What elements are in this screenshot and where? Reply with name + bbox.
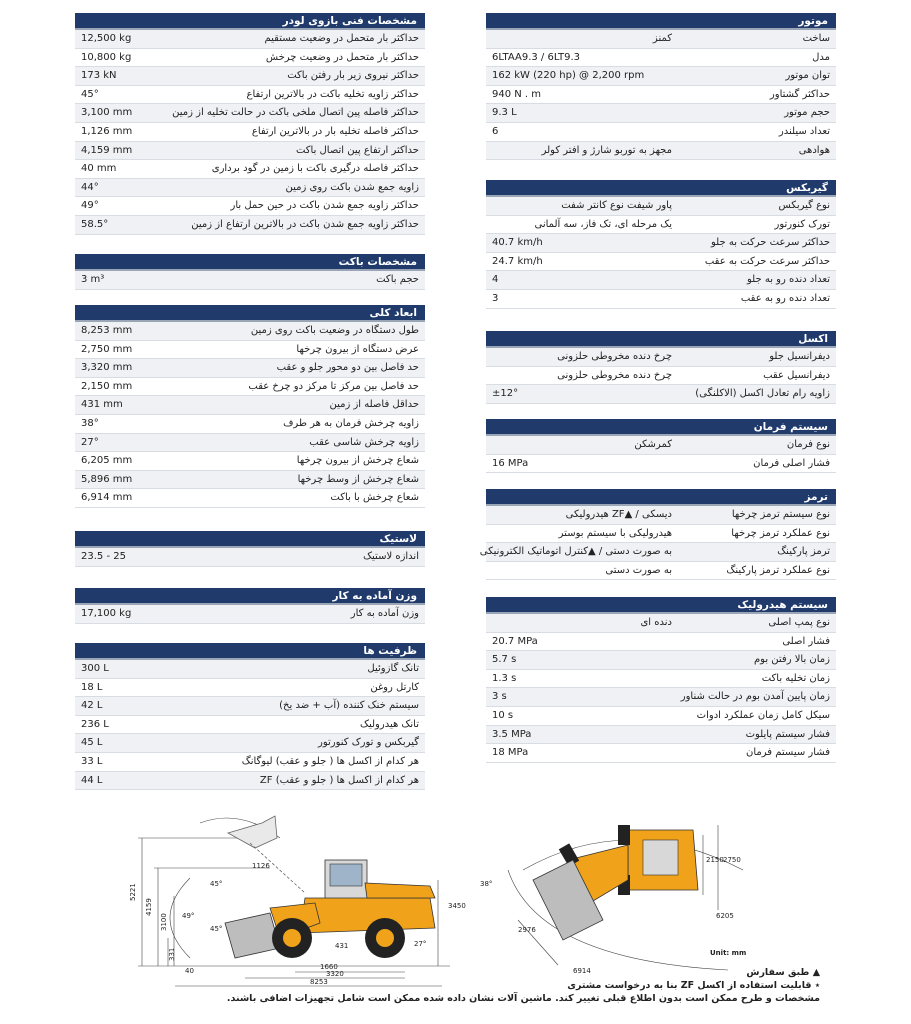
spec-label: حداکثر زاویه جمع شدن باکت در حین حمل بار bbox=[230, 200, 419, 212]
spec-label: فشار سیستم پایلوت bbox=[745, 728, 830, 740]
spec-row bbox=[75, 197, 425, 216]
spec-row bbox=[75, 716, 425, 735]
spec-label: حجم باکت bbox=[376, 274, 419, 285]
section-title: مشخصات باکت bbox=[75, 254, 425, 271]
dim-label: 45° bbox=[210, 925, 223, 933]
spec-row bbox=[486, 436, 836, 455]
spec-row bbox=[75, 753, 425, 772]
spec-value: 173 kN bbox=[81, 70, 117, 82]
spec-label: هوادهی bbox=[798, 144, 830, 156]
dim-label: 331 bbox=[168, 947, 176, 961]
footnotes bbox=[120, 966, 820, 1005]
spec-row bbox=[75, 434, 425, 453]
spec-row bbox=[75, 142, 425, 161]
dim-label: 3100 bbox=[160, 913, 168, 931]
spec-value: 40.7 km/h bbox=[492, 237, 543, 249]
spec-row bbox=[486, 525, 836, 544]
spec-row bbox=[75, 660, 425, 679]
spec-value: 45 L bbox=[81, 737, 103, 749]
spec-row bbox=[486, 385, 836, 404]
spec-row bbox=[486, 688, 836, 707]
spec-value: پاور شیفت نوع کانتر شفت bbox=[561, 200, 672, 211]
spec-value: 236 L bbox=[81, 718, 109, 730]
spec-label: شعاع چرخش با باکت bbox=[330, 492, 419, 504]
spec-label: نوع عملکرد ترمز پارکینگ bbox=[726, 564, 830, 576]
spec-row bbox=[75, 772, 425, 791]
spec-value: 12,500 kg bbox=[81, 33, 132, 44]
spec-label: نوع فرمان bbox=[786, 439, 830, 450]
disclaimer-note: مشخصات و طرح ممکن است بدون اطلاع قبلی تغییر کند. ماشین آلات نشان داده شده ممکن است شامل تجهیزات اضافی باشند. bbox=[226, 993, 820, 1004]
spec-value: 18 L bbox=[81, 681, 103, 693]
section-title: وزن آماده به کار bbox=[75, 588, 425, 605]
spec-label: حد فاصل بین مرکز تا مرکز دو چرخ عقب bbox=[248, 380, 419, 392]
spec-row bbox=[75, 378, 425, 397]
spec-value: 40 mm bbox=[81, 163, 117, 175]
spec-rows bbox=[75, 605, 425, 624]
spec-label: مدل bbox=[812, 51, 830, 63]
spec-value: 3 bbox=[492, 292, 499, 304]
spec-row bbox=[486, 253, 836, 272]
spec-row bbox=[486, 707, 836, 726]
spec-label: زمان بالا رفتن بوم bbox=[753, 654, 830, 666]
spec-label: حداکثر نیروی زیر بار رفتن باکت bbox=[287, 70, 419, 82]
spec-value: 1,126 mm bbox=[81, 125, 133, 137]
spec-value: دیسکی / ▲ZF هیدرولیکی bbox=[565, 509, 672, 520]
spec-label: تعداد دنده رو به جلو bbox=[747, 274, 830, 286]
spec-value: 3.5 MPa bbox=[492, 728, 532, 740]
spec-label: زمان پایین آمدن بوم در حالت شناور bbox=[680, 691, 830, 703]
spec-label: زاویه جمع شدن باکت روی زمین bbox=[285, 181, 419, 193]
dim-label: 2750 bbox=[723, 856, 741, 864]
spec-row bbox=[75, 123, 425, 142]
spec-value: 23.5 - 25 bbox=[81, 551, 126, 562]
spec-label: تورک کنورتور bbox=[774, 218, 830, 230]
spec-label: توان موتور bbox=[785, 70, 830, 82]
spec-row bbox=[75, 471, 425, 490]
spec-rows bbox=[75, 271, 425, 290]
section-title: گیربکس bbox=[486, 180, 836, 197]
spec-row bbox=[75, 49, 425, 68]
spec-row bbox=[75, 359, 425, 378]
spec-label: نوع گیربکس bbox=[778, 200, 830, 211]
side-view-diagram bbox=[130, 798, 475, 990]
gearbox-specs bbox=[486, 180, 836, 309]
spec-label: تانک هیدرولیک bbox=[360, 718, 419, 730]
spec-row bbox=[486, 86, 836, 105]
steering-specs bbox=[486, 419, 836, 473]
spec-label: حداقل فاصله از زمین bbox=[329, 399, 419, 411]
spec-row bbox=[75, 30, 425, 49]
spec-label: نوع عملکرد ترمز چرخها bbox=[731, 527, 830, 539]
spec-value: 49° bbox=[81, 200, 99, 212]
spec-value: 162 kW (220 hp) @ 2,200 rpm bbox=[492, 70, 645, 82]
spec-value: 8,253 mm bbox=[81, 325, 133, 336]
order-note: ▲ طبق سفارش bbox=[746, 967, 820, 978]
spec-row bbox=[486, 271, 836, 290]
dim-label: 1126 bbox=[252, 862, 270, 870]
spec-value: یک مرحله ای، تک فاز، سه آلمانی bbox=[534, 218, 672, 230]
spec-row bbox=[486, 633, 836, 652]
spec-row bbox=[486, 670, 836, 689]
spec-row bbox=[486, 234, 836, 253]
loader-arm-specs bbox=[75, 13, 425, 235]
axle-specs bbox=[486, 331, 836, 404]
spec-value: 44 L bbox=[81, 774, 103, 786]
spec-value: 1.3 s bbox=[492, 672, 517, 684]
units-label: Unit: mm bbox=[710, 949, 747, 957]
spec-label: حداکثر زاویه جمع شدن باکت در بالاترین ارتفاع از زمین bbox=[191, 218, 419, 230]
spec-row bbox=[75, 341, 425, 360]
top-view-diagram bbox=[478, 820, 778, 978]
spec-value: 300 L bbox=[81, 663, 109, 674]
engine-specs bbox=[486, 13, 836, 160]
spec-row bbox=[75, 679, 425, 698]
spec-label: حداکثر گشتاور bbox=[769, 88, 830, 100]
spec-value: 940 N . m bbox=[492, 88, 542, 100]
section-title: ظرفیت ها bbox=[75, 643, 425, 660]
operating-weight bbox=[75, 588, 425, 624]
spec-value: چرخ دنده مخروطی حلزونی bbox=[557, 351, 672, 362]
spec-value: به صورت دستی / ▲کنترل اتوماتیک الکترونیکی bbox=[479, 546, 672, 558]
spec-value: 16 MPa bbox=[492, 457, 529, 469]
spec-row bbox=[75, 548, 425, 567]
dim-label: 6205 bbox=[716, 912, 734, 920]
bucket-specs bbox=[75, 254, 425, 290]
spec-value: 44° bbox=[81, 181, 99, 193]
spec-rows bbox=[75, 548, 425, 567]
spec-label: حجم موتور bbox=[784, 107, 830, 119]
spec-label: زاویه چرخش فرمان به هر طرف bbox=[283, 417, 419, 429]
spec-value: مجهز به توربو شارژ و افتر کولر bbox=[541, 144, 672, 156]
spec-label: وزن آماده به کار bbox=[350, 608, 419, 619]
overall-dimensions bbox=[75, 305, 425, 508]
spec-row bbox=[486, 104, 836, 123]
section-title: مشخصات فنی بازوی لودر bbox=[75, 13, 425, 30]
spec-value: 17,100 kg bbox=[81, 608, 132, 619]
spec-row bbox=[486, 49, 836, 68]
spec-row bbox=[486, 726, 836, 745]
spec-rows bbox=[75, 322, 425, 508]
spec-label: حداکثر بار متحمل در وضعیت چرخش bbox=[265, 51, 419, 63]
spec-label: حداکثر فاصله تخلیه بار در بالاترین ارتفاع bbox=[251, 125, 419, 137]
spec-label: حداکثر زاویه تخلیه باکت در بالاترین ارتفاع bbox=[246, 88, 419, 100]
spec-label: فشار سیستم فرمان bbox=[746, 747, 830, 759]
spec-row bbox=[486, 216, 836, 235]
spec-label: زاویه رام تعادل اکسل (الاکلنگی) bbox=[695, 388, 830, 400]
spec-value: 58.5° bbox=[81, 218, 109, 230]
spec-value: 33 L bbox=[81, 755, 103, 767]
dim-label: 431 bbox=[335, 942, 349, 950]
spec-value: 3,100 mm bbox=[81, 107, 133, 119]
spec-row bbox=[486, 614, 836, 633]
section-title: موتور bbox=[486, 13, 836, 30]
spec-label: هر کدام از اکسل ها ( جلو و عقب) لیوگانگ bbox=[241, 755, 419, 767]
spec-label: طول دستگاه در وضعیت باکت روی زمین bbox=[250, 325, 419, 336]
spec-row bbox=[75, 734, 425, 753]
spec-row bbox=[75, 104, 425, 123]
zf-note: ٭ قابلیت استفاده از اکسل ZF بنا به درخواست مشتری bbox=[567, 980, 820, 991]
spec-row bbox=[479, 543, 836, 562]
spec-value: 5.7 s bbox=[492, 654, 517, 666]
capacities bbox=[75, 643, 425, 790]
spec-label: نوع سیستم ترمز چرخها bbox=[731, 509, 830, 520]
spec-value: 10 s bbox=[492, 709, 514, 721]
spec-row bbox=[75, 86, 425, 105]
section-title: اکسل bbox=[486, 331, 836, 348]
spec-value: 45° bbox=[81, 88, 99, 100]
spec-label: هر کدام از اکسل ها ( جلو و عقب) ZF bbox=[259, 774, 419, 786]
spec-row bbox=[486, 348, 836, 367]
section-title: سیستم فرمان bbox=[486, 419, 836, 436]
spec-value: 20.7 MPa bbox=[492, 635, 538, 647]
dim-label: 3320 bbox=[326, 970, 344, 978]
spec-value: 6LTAA9.3 / 6LT9.3 bbox=[492, 51, 581, 63]
spec-row bbox=[486, 455, 836, 474]
dim-label: 49° bbox=[182, 912, 195, 920]
dim-label: 27° bbox=[414, 940, 427, 948]
spec-label: سیکل کامل زمان عملکرد ادوات bbox=[696, 709, 830, 721]
spec-row bbox=[75, 271, 425, 290]
spec-value: 4 bbox=[492, 274, 499, 286]
spec-rows bbox=[479, 506, 836, 580]
tire-specs bbox=[75, 531, 425, 567]
spec-row bbox=[75, 216, 425, 235]
spec-label: شعاع چرخش از بیرون چرخها bbox=[296, 455, 419, 467]
spec-label: حداکثر سرعت حرکت به جلو bbox=[711, 237, 830, 249]
dim-label: 38° bbox=[480, 880, 493, 888]
hydraulic-specs bbox=[486, 597, 836, 763]
spec-label: سیستم خنک کننده (آب + ضد یخ) bbox=[279, 700, 419, 712]
spec-value: دنده ای bbox=[640, 617, 672, 628]
spec-value: 2,150 mm bbox=[81, 380, 133, 392]
spec-value: 2,750 mm bbox=[81, 343, 133, 355]
spec-rows bbox=[75, 30, 425, 235]
dim-label: 8253 bbox=[310, 978, 328, 986]
spec-value: 18 MPa bbox=[492, 747, 529, 759]
dim-label: 2150 bbox=[706, 856, 724, 864]
spec-label: تانک گازوئیل bbox=[367, 663, 419, 674]
spec-row bbox=[75, 179, 425, 198]
spec-label: اندازه لاستیک bbox=[363, 551, 419, 562]
spec-label: دیفرانسیل عقب bbox=[763, 369, 830, 381]
dim-label: 6914 bbox=[573, 967, 591, 975]
spec-value: کمنز bbox=[652, 33, 672, 44]
spec-label: حد فاصل بین دو محور جلو و عقب bbox=[276, 362, 419, 374]
spec-value: 6,914 mm bbox=[81, 492, 133, 504]
spec-label: فشار اصلی bbox=[782, 635, 830, 647]
spec-row bbox=[486, 142, 836, 161]
spec-value: 9.3 L bbox=[492, 107, 517, 119]
spec-row bbox=[75, 322, 425, 341]
spec-label: حداکثر فاصله پین اتصال ملخی باکت در حالت تخلیه از زمین bbox=[172, 107, 419, 119]
spec-row bbox=[75, 415, 425, 434]
spec-value: 3,320 mm bbox=[81, 362, 133, 374]
spec-row bbox=[486, 67, 836, 86]
spec-row bbox=[75, 605, 425, 624]
spec-value: 6,205 mm bbox=[81, 455, 133, 467]
spec-value: هیدرولیکی با سیستم بوستر bbox=[558, 527, 672, 539]
spec-label: حداکثر بار متحمل در وضعیت مستقیم bbox=[264, 33, 419, 44]
spec-row bbox=[486, 290, 836, 309]
spec-value: چرخ دنده مخروطی حلزونی bbox=[557, 369, 672, 381]
dim-label: 5221 bbox=[129, 883, 137, 901]
spec-label: شعاع چرخش از وسط چرخها bbox=[297, 473, 419, 485]
spec-label: تعداد دنده رو به عقب bbox=[740, 292, 830, 304]
spec-label: ساخت bbox=[802, 33, 830, 44]
spec-row bbox=[486, 197, 836, 216]
spec-row bbox=[75, 452, 425, 471]
spec-value: 6 bbox=[492, 125, 499, 137]
spec-value: 27° bbox=[81, 436, 99, 448]
spec-value: به صورت دستی bbox=[605, 564, 672, 576]
spec-value: 24.7 km/h bbox=[492, 255, 543, 267]
spec-label: کارتل روغن bbox=[370, 681, 419, 693]
spec-label: زمان تخلیه باکت bbox=[761, 672, 830, 684]
dim-label: 2976 bbox=[518, 926, 536, 934]
spec-value: ±12° bbox=[492, 388, 519, 400]
spec-row bbox=[486, 744, 836, 763]
spec-row bbox=[486, 30, 836, 49]
spec-value: 10,800 kg bbox=[81, 51, 132, 63]
spec-row bbox=[486, 367, 836, 386]
brake-specs bbox=[479, 489, 836, 580]
spec-value: 3 s bbox=[492, 691, 507, 703]
spec-row bbox=[75, 160, 425, 179]
dim-label: 4159 bbox=[145, 898, 153, 916]
section-title: ابعاد کلی bbox=[75, 305, 425, 322]
spec-rows bbox=[486, 197, 836, 309]
spec-row bbox=[486, 506, 836, 525]
spec-label: حداکثر ارتفاع پین اتصال باکت bbox=[295, 144, 419, 156]
spec-value: 42 L bbox=[81, 700, 103, 712]
spec-row bbox=[486, 651, 836, 670]
spec-value: کمرشکن bbox=[634, 439, 672, 450]
spec-rows bbox=[486, 30, 836, 160]
spec-label: تعداد سیلندر bbox=[778, 125, 830, 137]
spec-label: دیفرانسیل جلو bbox=[769, 351, 830, 362]
spec-rows bbox=[486, 436, 836, 473]
spec-value: 431 mm bbox=[81, 399, 123, 411]
spec-value: 5,896 mm bbox=[81, 473, 133, 485]
spec-label: حداکثر سرعت حرکت به عقب bbox=[704, 255, 830, 267]
spec-label: گیربکس و تورک کنورتور bbox=[318, 737, 419, 749]
spec-row bbox=[486, 123, 836, 142]
spec-row bbox=[486, 562, 836, 581]
spec-row bbox=[75, 67, 425, 86]
spec-rows bbox=[486, 348, 836, 404]
dim-label: 3450 bbox=[448, 902, 466, 910]
dim-label: 1660 bbox=[320, 963, 338, 971]
spec-rows bbox=[75, 660, 425, 790]
spec-rows bbox=[486, 614, 836, 763]
spec-value: 38° bbox=[81, 417, 99, 429]
spec-label: نوع پمپ اصلی bbox=[768, 617, 830, 628]
section-title: ترمز bbox=[486, 489, 836, 506]
dim-label: 40 bbox=[185, 967, 194, 975]
section-title: سیستم هیدرولیک bbox=[486, 597, 836, 614]
spec-label: حداکثر فاصله درگیری باکت با زمین در گود برداری bbox=[211, 163, 419, 175]
dim-label: 45° bbox=[210, 880, 223, 888]
spec-label: عرض دستگاه از بیرون چرخها bbox=[296, 343, 419, 355]
spec-row bbox=[75, 697, 425, 716]
spec-label: ترمز پارکینگ bbox=[777, 546, 830, 558]
spec-value: 4,159 mm bbox=[81, 144, 133, 156]
spec-label: فشار اصلی فرمان bbox=[753, 457, 830, 469]
spec-row bbox=[75, 489, 425, 508]
spec-label: زاویه چرخش شاسی عقب bbox=[309, 436, 419, 448]
section-title: لاستیک bbox=[75, 531, 425, 548]
spec-row bbox=[75, 396, 425, 415]
spec-value: 3 m³ bbox=[81, 274, 105, 285]
